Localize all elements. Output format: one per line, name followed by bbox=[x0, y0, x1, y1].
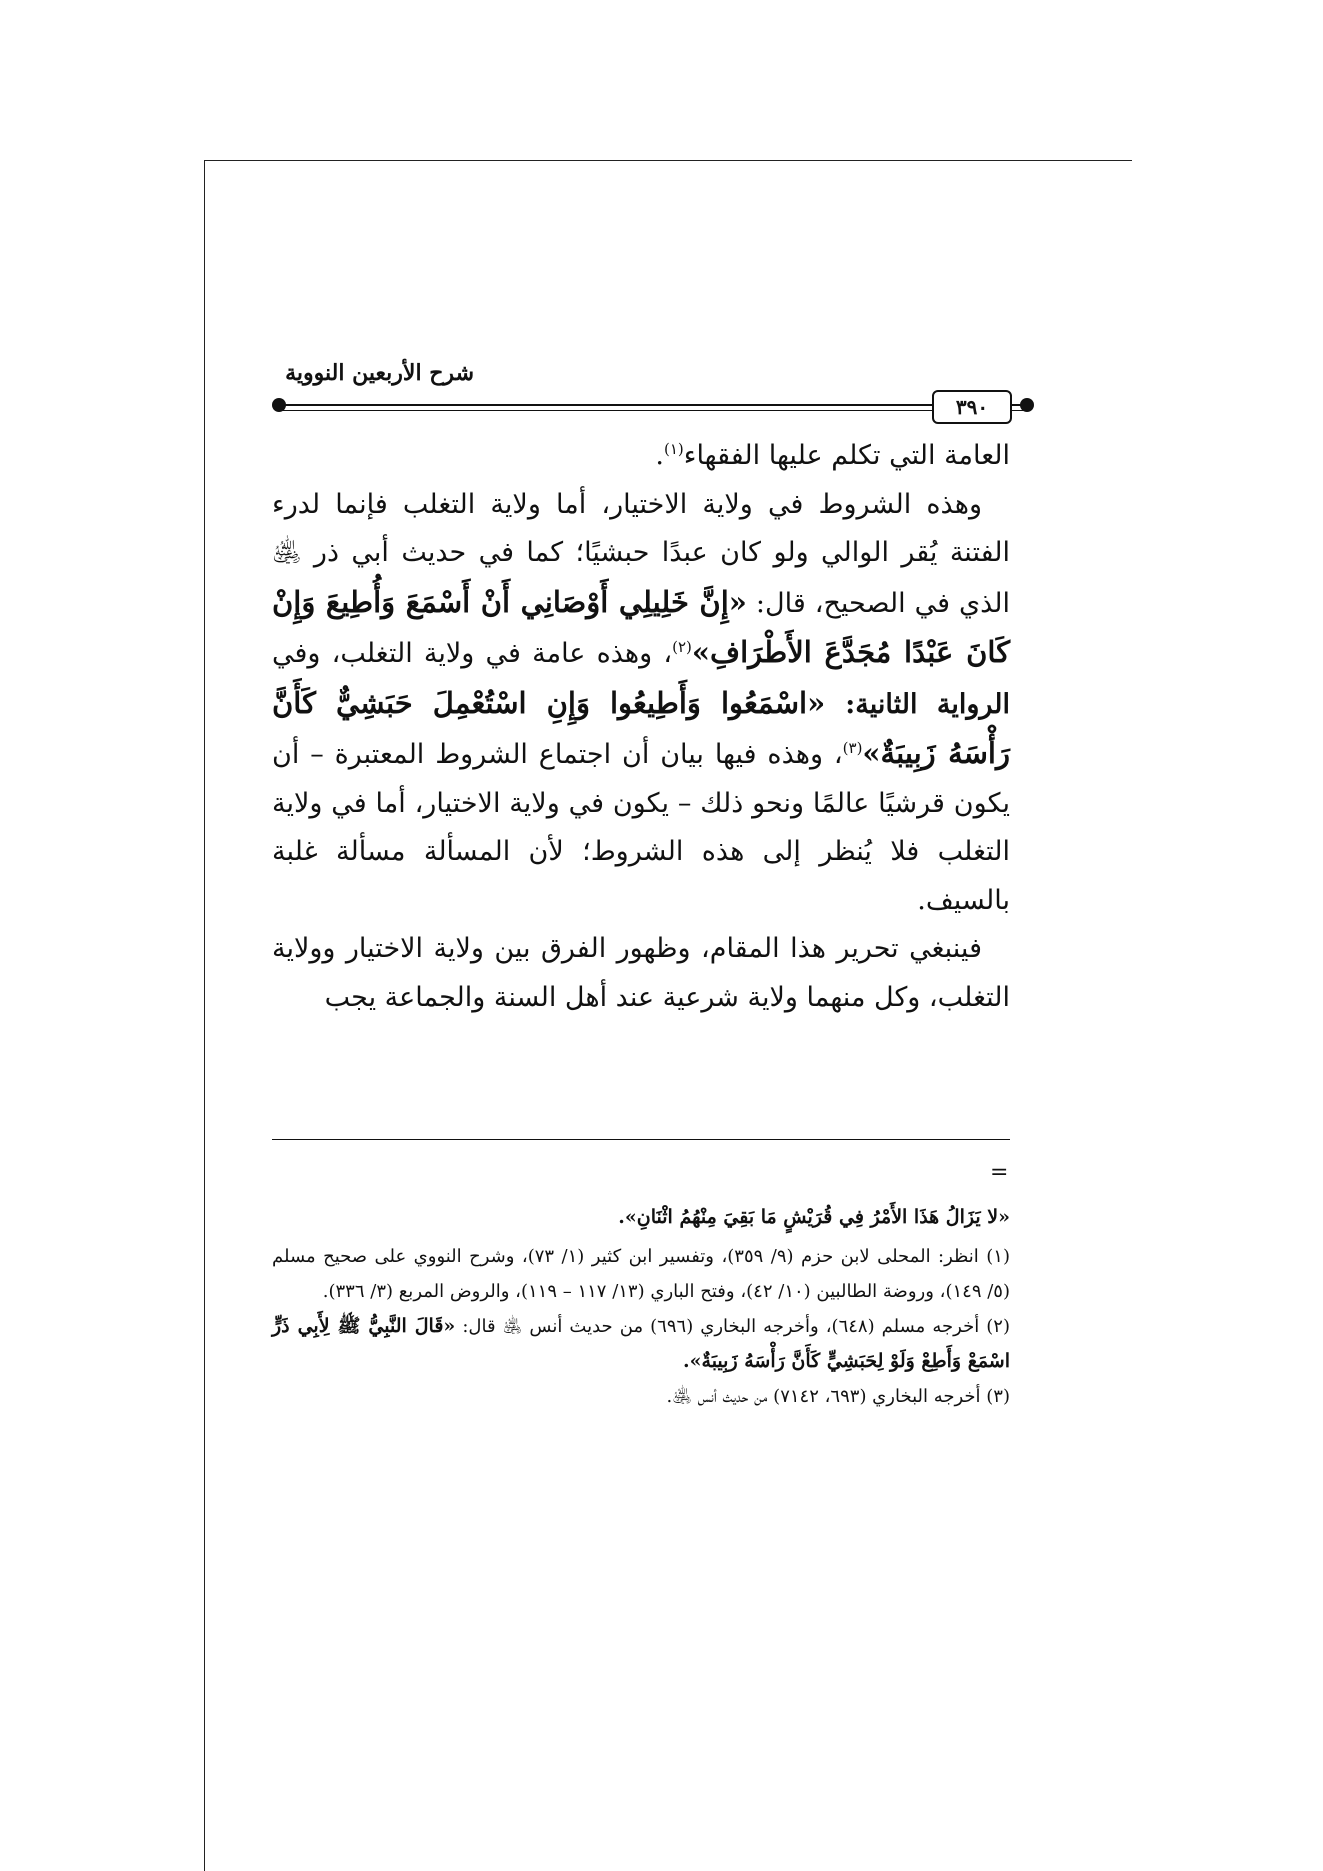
header-ornament-dot-left bbox=[272, 398, 286, 412]
footnote-separator bbox=[272, 1139, 1010, 1140]
header-ornament-dot-right bbox=[1020, 398, 1034, 412]
paragraph-3: فينبغي تحرير هذا المقام، وظهور الفرق بين ولاية الاختيار وولاية التغلب، وكل منهما ولاية شرعية عند أهل السنة والجماعة يجب bbox=[272, 933, 1010, 1013]
paragraph-2: وهذه الشروط في ولاية الاختيار، أما ولاية التغلب فإنما لدرء الفتنة يُقر الوالي ولو كان عبدًا حبشيًا؛ كما في حديث أبي ذر ﵁ الذي في الصحيح، قال: «إِنَّ خَلِيلِي أَوْصَانِي أَنْ أَسْمَعَ وَأُطِيعَ وَإِنْ كَانَ عَبْدًا مُجَدَّعَ الأَطْرَافِ»$^{(٢)}$، وهذه عامة في ولاية التغلب، وفي الرواية الثانية: «اسْمَعُوا وَأَطِيعُوا وَإِنِ اسْتُعْمِلَ حَبَشِيٌّ كَأَنَّ رَأْسَهُ زَبِيبَةٌ»$^{(٣)}$، وهذه فيها بيان أن اجتماع الشروط المعتبرة – أن يكون قرشيًا عالمًا ونحو ذلك – يكون في ولاية الاختيار، أما في ولاية التغلب فلا يُنظر إلى هذه الشروط؛ لأن المسألة مسألة غلبة بالسيف. bbox=[272, 488, 1011, 916]
footnote-2-hadith: «قَالَ النَّبِيُّ ﷺ لِأَبِي ذَرٍّ اسْمَعْ وَأَطِعْ وَلَوْ لِحَبَشِيٍّ كَأَنَّ رَأْسَهُ زَبِيبَةٌ». bbox=[272, 1315, 1010, 1372]
second-narration-label: الرواية الثانية: bbox=[845, 688, 1011, 720]
page-number: ٣٩٠ bbox=[932, 390, 1012, 424]
running-title: شرح الأربعين النووية bbox=[285, 360, 474, 386]
page-frame-top-line bbox=[204, 160, 1132, 161]
footnote-ref-1[interactable]: (١) bbox=[663, 440, 684, 458]
page-frame-left-line bbox=[204, 160, 205, 1871]
hadith-quote-1: «إِنَّ خَلِيلِي أَوْصَانِي أَنْ أَسْمَعَ وَأُطِيعَ وَإِنْ كَانَ عَبْدًا مُجَدَّعَ الأَطْرَافِ» bbox=[272, 584, 1011, 669]
hadith-quote-2: «اسْمَعُوا وَأَطِيعُوا وَإِنِ اسْتُعْمِلَ حَبَشِيٌّ كَأَنَّ رَأْسَهُ زَبِيبَةٌ» bbox=[272, 685, 1010, 770]
page-header bbox=[272, 360, 1034, 420]
footnote-3: (٣) أخرجه البخاري (٦٩٣، ٧١٤٢) من حديث أنس ﵁. bbox=[666, 1386, 1010, 1407]
footnotes bbox=[272, 1200, 1010, 1414]
footnote-ref-2[interactable]: (٢) bbox=[672, 638, 692, 656]
footnote-1: (١) انظر: المحلى لابن حزم (٩/ ٣٥٩)، وتفسير ابن كثير (١/ ٧٣)، وشرح النووي على صحيح مسلم (٥/ ١٤٩)، وروضة الطالبين (١٠/ ٤٢)، وفتح الباري (١٣/ ١١٧ – ١١٩)، والروض المربع (٣/ ٣٣٦). bbox=[272, 1246, 1010, 1302]
paragraph-1: العامة التي تكلم عليها الفقهاء$^{(١)}$. bbox=[655, 440, 1010, 471]
footnote-continued-hadith: «لا يَزَالُ هَذَا الأَمْرُ فِي قُرَيْشٍ مَا بَقِيَ مِنْهُمُ اثْنَانِ». bbox=[618, 1206, 1010, 1228]
footnote-continuation-mark: = bbox=[990, 1160, 1009, 1185]
main-text bbox=[272, 432, 1010, 1022]
header-rule bbox=[280, 404, 1026, 411]
footnote-2: (٢) أخرجه مسلم (٦٤٨)، وأخرجه البخاري (٦٩٦) من حديث أنس ﵁ قال: «قَالَ النَّبِيُّ ﷺ لِأَبِي ذَرٍّ اسْمَعْ وَأَطِعْ وَلَوْ لِحَبَشِيٍّ كَأَنَّ رَأْسَهُ زَبِيبَةٌ». bbox=[272, 1315, 1010, 1372]
footnote-ref-3[interactable]: (٣) bbox=[842, 739, 863, 757]
